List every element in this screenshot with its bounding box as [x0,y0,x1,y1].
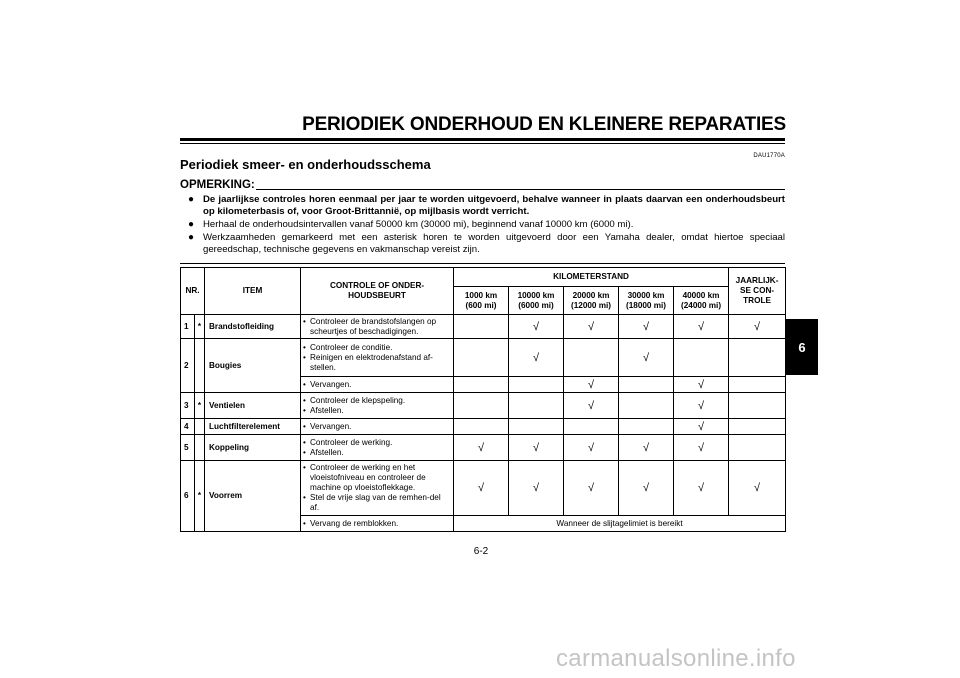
action-text: Controleer de werking en het vloeistofniveau en controleer de machine op vloeistoflekkage. [310,463,426,492]
bullet-icon: ● [188,194,195,205]
check-cell [509,419,564,435]
check-mark: √ [564,393,619,419]
note-rule [256,189,785,190]
row-actions [301,461,454,516]
header-km-3: 20000 km (12000 mi) [564,287,619,315]
check-mark: √ [729,461,786,516]
watermark: carmanualsonline.info [556,645,796,672]
check-cell [619,393,674,419]
table-row [181,461,786,516]
check-mark: √ [564,377,619,393]
title-rule [180,138,785,141]
action-text: Reinigen en elektrodenafstand af-stellen. [310,352,433,372]
bullet-icon: • [303,493,306,502]
row-actions [301,339,454,377]
bullet-icon: • [303,316,306,326]
check-cell [454,393,509,419]
asterisk-mark: * [195,393,205,419]
row-actions [301,393,454,419]
row-item: Ventielen [205,393,301,419]
table-row [181,339,786,377]
row-number: 3 [181,393,195,419]
check-mark: √ [619,435,674,461]
bullet-icon: • [303,342,306,352]
bullet-icon: • [303,395,306,405]
check-mark: √ [619,461,674,516]
row-number: 5 [181,435,195,461]
action-text: Vervangen. [310,421,352,431]
bullet-icon: • [303,447,306,457]
row-number: 4 [181,419,195,435]
header-km-1: 1000 km (600 mi) [454,287,509,315]
check-mark: √ [674,315,729,339]
action-text: Controleer de brandstofslangen op scheurtjes of beschadigingen. [310,316,437,336]
check-cell [619,377,674,393]
header-control: CONTROLE OF ONDER-HOUDSBEURT [301,268,454,315]
row-item: Bougies [205,339,301,393]
action-text: Controleer de conditie. [310,342,393,352]
page-title: PERIODIEK ONDERHOUD EN KLEINERE REPARATIES [302,114,786,135]
note-item [188,194,785,218]
table-row [181,419,786,435]
check-mark: √ [564,461,619,516]
check-mark: √ [454,435,509,461]
doc-code: DAU1770A [753,153,785,159]
row-actions [301,516,454,532]
page-number: 6-2 [473,546,489,557]
row-item: Koppeling [205,435,301,461]
bullet-icon: • [303,437,306,447]
check-mark: √ [509,339,564,377]
row-actions [301,377,454,393]
bullet-icon: • [303,352,306,362]
check-cell [454,339,509,377]
check-mark: √ [674,435,729,461]
asterisk-mark: * [195,315,205,339]
bullet-icon: • [303,379,306,389]
check-cell [509,393,564,419]
bullet-icon: ● [188,219,195,230]
check-cell [564,339,619,377]
check-mark: √ [619,339,674,377]
check-mark: √ [454,461,509,516]
row-number: 2 [181,339,195,393]
note-text: De jaarlijkse controles horen eenmaal per jaar te worden uitgevoerd, behalve wanneer in plaats daarvan een onderhoudsbeurt op kilometerbasis of, voor Groot-Brittannië, op mijlbasis wordt verricht. [203,194,785,217]
check-cell [619,419,674,435]
check-cell [564,419,619,435]
wear-limit-note: Wanneer de slijtagelimiet is bereikt [454,516,786,532]
row-number: 6 [181,461,195,532]
row-item: Brandstofleiding [205,315,301,339]
table-row [181,315,786,339]
row-item: Voorrem [205,461,301,532]
table-row [181,393,786,419]
note-list [188,194,785,257]
check-mark: √ [674,419,729,435]
maintenance-table [180,267,786,532]
row-item: Luchtfilterelement [205,419,301,435]
note-item [188,232,785,256]
check-mark: √ [564,315,619,339]
action-text: Controleer de klepspeling. [310,395,406,405]
check-mark: √ [619,315,674,339]
check-cell [729,377,786,393]
table-rule [180,263,785,264]
row-number: 1 [181,315,195,339]
action-text: Controleer de werking. [310,437,393,447]
action-text: Afstellen. [310,447,344,457]
header-nr: NR. [181,268,205,315]
note-text: Werkzaamheden gemarkeerd met een asterisk horen te worden uitgevoerd door een Yamaha dealer, omdat hiertoe speciaal gereedschap, technische gegevens en vakmanschap vereist zijn. [203,232,785,255]
check-mark: √ [729,315,786,339]
check-cell [729,419,786,435]
check-mark: √ [509,461,564,516]
asterisk-mark: * [195,461,205,532]
check-mark: √ [509,435,564,461]
check-cell [454,315,509,339]
note-item [188,219,785,231]
header-item: ITEM [205,268,301,315]
bullet-icon: • [303,421,306,431]
chapter-tab[interactable]: 6 [786,319,818,375]
section-heading: Periodiek smeer- en onderhoudsschema [180,157,431,172]
check-cell [454,377,509,393]
action-text: Afstellen. [310,405,344,415]
check-mark: √ [674,393,729,419]
check-mark: √ [509,315,564,339]
row-actions [301,419,454,435]
bullet-icon: ● [188,232,195,243]
check-mark: √ [674,461,729,516]
check-mark: √ [564,435,619,461]
note-label: OPMERKING: [180,179,255,191]
asterisk-cell [195,419,205,435]
row-actions [301,435,454,461]
bullet-icon: • [303,405,306,415]
check-cell [729,339,786,377]
header-annual: JAARLIJK-SE CON-TROLE [729,268,786,315]
bullet-icon: • [303,463,306,472]
check-cell [729,393,786,419]
check-cell [509,377,564,393]
action-text: Stel de vrije slag van de remhen-del af. [310,493,441,512]
action-text: Vervang de remblokken. [310,518,399,528]
bullet-icon: • [303,518,306,528]
check-cell [674,339,729,377]
title-rule-thin [180,143,785,144]
check-cell [729,435,786,461]
note-text: Herhaal de onderhoudsintervallen vanaf 50000 km (30000 mi), beginnend vanaf 10000 km (6000 mi). [203,219,634,230]
asterisk-cell [195,435,205,461]
header-kilometerstand: KILOMETERSTAND [454,268,729,287]
row-actions [301,315,454,339]
check-mark: √ [674,377,729,393]
header-km-4: 30000 km (18000 mi) [619,287,674,315]
header-km-2: 10000 km (6000 mi) [509,287,564,315]
check-cell [454,419,509,435]
action-text: Vervangen. [310,379,352,389]
table-row [181,435,786,461]
asterisk-cell [195,339,205,393]
header-km-5: 40000 km (24000 mi) [674,287,729,315]
